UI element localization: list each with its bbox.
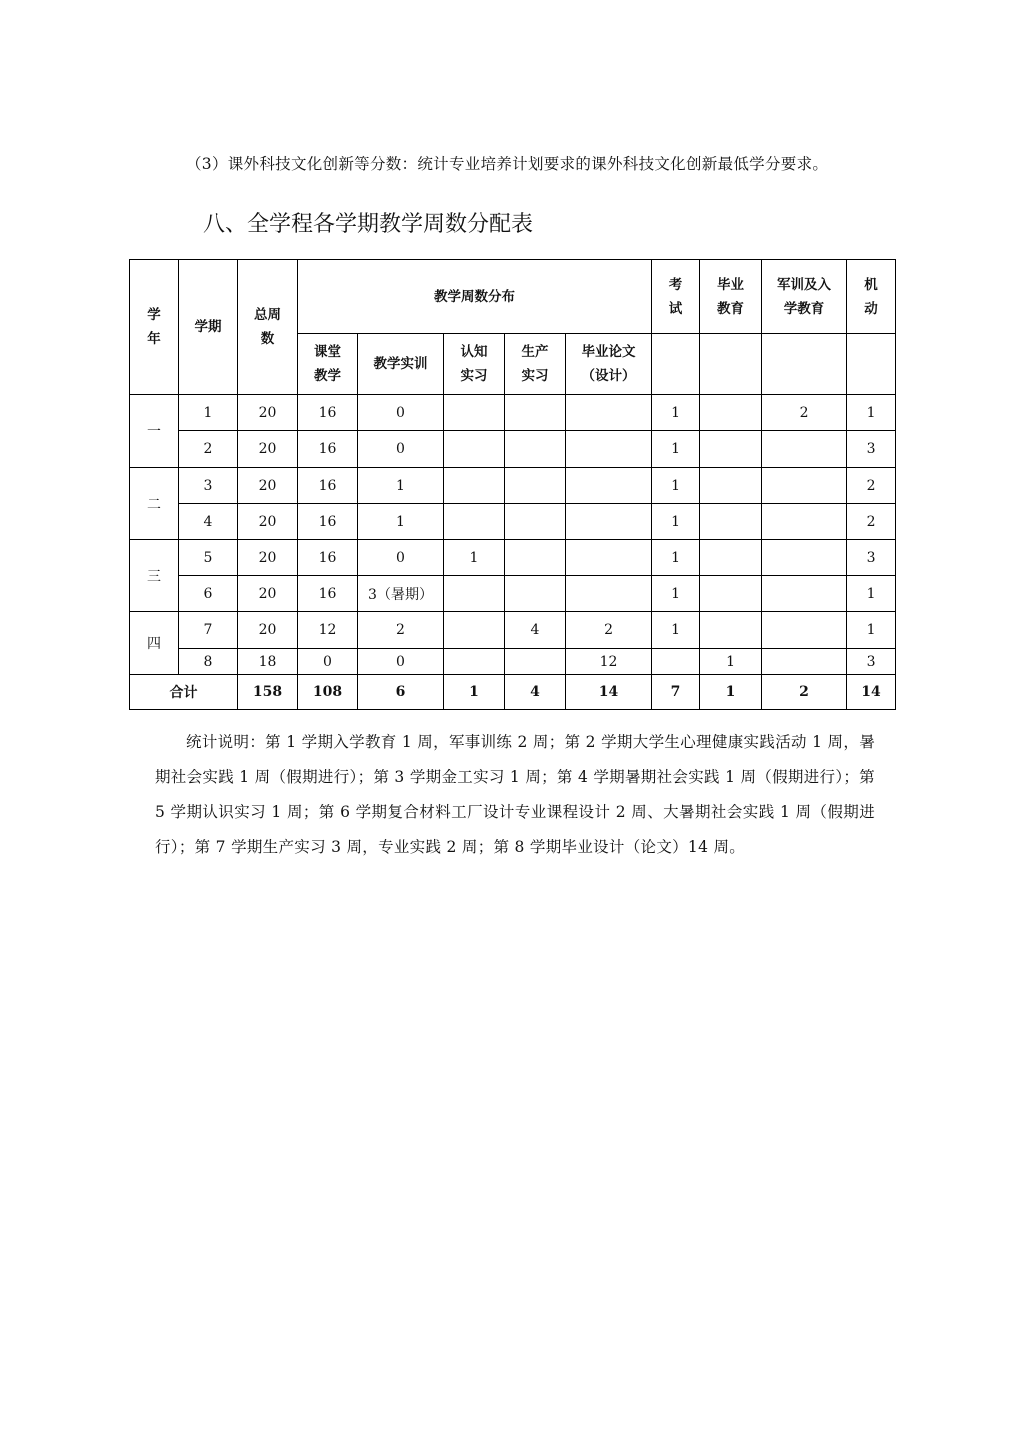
header-total-weeks: 总周数: [238, 260, 298, 395]
table-row: [130, 576, 896, 612]
total-production: 4: [505, 675, 566, 710]
cell-classroom: 16: [298, 504, 358, 540]
total-label: 合计: [130, 675, 238, 710]
year-cell: 一: [130, 395, 179, 468]
cell-semester: 8: [179, 649, 238, 675]
cell-production: 4: [505, 612, 566, 649]
year-cell: 三: [130, 540, 179, 612]
cell-cognition: [444, 468, 505, 504]
table-row: [130, 612, 896, 649]
header-flexible-empty: [847, 334, 896, 395]
header-flexible: 机动: [847, 260, 896, 334]
table-footer: [130, 675, 896, 710]
cell-total-weeks: 20: [238, 431, 298, 468]
total-military: 2: [762, 675, 847, 710]
notes-paragraph: 统计说明：第 1 学期入学教育 1 周，军事训练 2 周；第 2 学期大学生心理健康实践活动 1 周，暑期社会实践 1 周（假期进行）；第 3 学期金工实习 1 周；第 4 学期暑期社会实践 1 周（假期进行）；第 5 学期认识实习 1 周；第 6 学期复合材料工厂设计专业课程设计 2 周、大暑期社会实践 1 周（假期进行）；第 7 学期生产实习 3 周，专业实践 2 周；第 8 学期毕业设计（论文）14 周。: [155, 732, 875, 856]
cell-thesis: 12: [566, 649, 652, 675]
cell-cognition: [444, 395, 505, 431]
total-row: [130, 675, 896, 710]
table-row: [130, 431, 896, 468]
cell-military: [762, 540, 847, 576]
cell-graduation: [700, 468, 762, 504]
cell-thesis: [566, 504, 652, 540]
cell-semester: 2: [179, 431, 238, 468]
header-semester: 学期: [179, 260, 238, 395]
cell-military: 2: [762, 395, 847, 431]
teaching-weeks-table: [129, 259, 896, 710]
cell-graduation: [700, 576, 762, 612]
cell-exam: 1: [652, 612, 700, 649]
cell-exam: 1: [652, 431, 700, 468]
cell-semester: 1: [179, 395, 238, 431]
cell-total-weeks: 20: [238, 576, 298, 612]
total-cognition: 1: [444, 675, 505, 710]
cell-military: [762, 468, 847, 504]
cell-thesis: [566, 431, 652, 468]
cell-production: [505, 576, 566, 612]
table-header: [130, 260, 896, 395]
cell-production: [505, 395, 566, 431]
cell-production: [505, 649, 566, 675]
cell-exam: 1: [652, 468, 700, 504]
cell-military: [762, 576, 847, 612]
cell-cognition: 1: [444, 540, 505, 576]
cell-military: [762, 612, 847, 649]
cell-graduation: [700, 540, 762, 576]
cell-military: [762, 649, 847, 675]
cell-exam: 1: [652, 395, 700, 431]
total-weeks: 158: [238, 675, 298, 710]
cell-graduation: [700, 431, 762, 468]
header-military-empty: [762, 334, 847, 395]
cell-semester: 5: [179, 540, 238, 576]
year-cell: 四: [130, 612, 179, 675]
cell-classroom: 12: [298, 612, 358, 649]
cell-total-weeks: 20: [238, 468, 298, 504]
header-classroom: 课堂教学: [298, 334, 358, 395]
cell-classroom: 16: [298, 576, 358, 612]
header-exam: 考试: [652, 260, 700, 334]
total-classroom: 108: [298, 675, 358, 710]
cell-flexible: 2: [847, 468, 896, 504]
intro-paragraph: （3）课外科技文化创新等分数：统计专业培养计划要求的课外科技文化创新最低学分要求。: [186, 154, 829, 173]
total-practical: 6: [358, 675, 444, 710]
header-cognition: 认知实习: [444, 334, 505, 395]
header-production: 生产实习: [505, 334, 566, 395]
header-military-training: 军训及入学教育: [762, 260, 847, 334]
cell-total-weeks: 20: [238, 612, 298, 649]
cell-cognition: [444, 649, 505, 675]
cell-classroom: 16: [298, 468, 358, 504]
cell-thesis: [566, 468, 652, 504]
cell-exam: 1: [652, 540, 700, 576]
cell-production: [505, 540, 566, 576]
cell-total-weeks: 20: [238, 540, 298, 576]
table-row: [130, 468, 896, 504]
cell-thesis: [566, 576, 652, 612]
cell-exam: 1: [652, 576, 700, 612]
cell-exam: [652, 649, 700, 675]
table-row: [130, 540, 896, 576]
table-body: [130, 395, 896, 675]
year-cell: 二: [130, 468, 179, 540]
cell-semester: 4: [179, 504, 238, 540]
cell-production: [505, 431, 566, 468]
table-row: [130, 504, 896, 540]
cell-production: [505, 468, 566, 504]
cell-cognition: [444, 504, 505, 540]
cell-cognition: [444, 576, 505, 612]
header-exam-empty: [652, 334, 700, 395]
table-row: [130, 395, 896, 431]
cell-flexible: 3: [847, 649, 896, 675]
cell-total-weeks: 20: [238, 504, 298, 540]
cell-classroom: 16: [298, 540, 358, 576]
cell-practical: 3（暑期）: [358, 576, 444, 612]
cell-flexible: 2: [847, 504, 896, 540]
total-thesis: 14: [566, 675, 652, 710]
cell-classroom: 16: [298, 395, 358, 431]
header-distribution: 教学周数分布: [298, 260, 652, 334]
cell-classroom: 0: [298, 649, 358, 675]
cell-semester: 7: [179, 612, 238, 649]
cell-cognition: [444, 431, 505, 468]
cell-classroom: 16: [298, 431, 358, 468]
cell-flexible: 1: [847, 576, 896, 612]
cell-exam: 1: [652, 504, 700, 540]
table-row: [130, 649, 896, 675]
cell-practical: 0: [358, 395, 444, 431]
header-thesis: 毕业论文（设计）: [566, 334, 652, 395]
cell-thesis: [566, 395, 652, 431]
cell-practical: 1: [358, 468, 444, 504]
cell-practical: 0: [358, 540, 444, 576]
cell-semester: 3: [179, 468, 238, 504]
cell-practical: 1: [358, 504, 444, 540]
cell-production: [505, 504, 566, 540]
cell-flexible: 3: [847, 540, 896, 576]
cell-practical: 2: [358, 612, 444, 649]
cell-practical: 0: [358, 649, 444, 675]
cell-semester: 6: [179, 576, 238, 612]
cell-flexible: 1: [847, 395, 896, 431]
cell-thesis: [566, 540, 652, 576]
cell-graduation: [700, 612, 762, 649]
cell-practical: 0: [358, 431, 444, 468]
header-graduation-empty: [700, 334, 762, 395]
cell-thesis: 2: [566, 612, 652, 649]
cell-military: [762, 504, 847, 540]
header-graduation-education: 毕业教育: [700, 260, 762, 334]
cell-flexible: 3: [847, 431, 896, 468]
cell-graduation: [700, 504, 762, 540]
cell-graduation: [700, 395, 762, 431]
total-flexible: 14: [847, 675, 896, 710]
total-graduation: 1: [700, 675, 762, 710]
cell-total-weeks: 20: [238, 395, 298, 431]
total-exam: 7: [652, 675, 700, 710]
cell-total-weeks: 18: [238, 649, 298, 675]
cell-military: [762, 431, 847, 468]
cell-flexible: 1: [847, 612, 896, 649]
header-practical: 教学实训: [358, 334, 444, 395]
header-year: 学年: [130, 260, 179, 395]
section-heading: 八、全学程各学期教学周数分配表: [203, 212, 534, 237]
cell-cognition: [444, 612, 505, 649]
cell-graduation: 1: [700, 649, 762, 675]
